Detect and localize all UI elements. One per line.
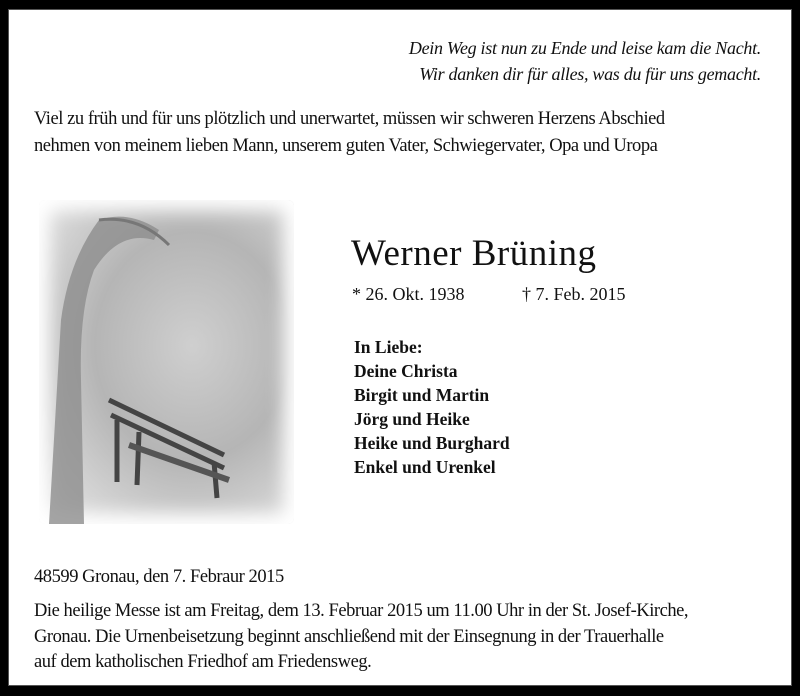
mourner: Birgit und Martin (354, 385, 490, 405)
obituary-notice (8, 9, 792, 686)
place-date: 48599 Gronau, den 7. Febraur 2015 (34, 567, 284, 587)
poem-line-2: Wir danken dir für alles, was du für uns gemacht. (419, 64, 761, 84)
intro-line-2: nehmen von meinem lieben Mann, unserem guten Vater, Schwiegervater, Opa und Uropa (34, 136, 658, 156)
service-line-2: Gronau. Die Urnenbeisetzung beginnt anschließend mit der Einsegnung in der Trauerhalle (34, 627, 664, 647)
mourner: Heike und Burghard (354, 433, 510, 453)
mourner: Enkel und Urenkel (354, 457, 496, 477)
birth-date: * 26. Okt. 1938 (352, 284, 465, 304)
deceased-name: Werner Brüning (351, 233, 597, 274)
mourner: Deine Christa (354, 361, 458, 381)
mourner: Jörg und Heike (354, 409, 470, 429)
death-date: † 7. Feb. 2015 (522, 284, 626, 304)
service-line-3: auf dem katholischen Friedhof am Friedensweg. (34, 652, 372, 672)
intro-line-1: Viel zu früh und für uns plötzlich und unerwartet, müssen wir schweren Herzens Abschied (34, 109, 665, 129)
tree-bench-illustration (39, 200, 294, 524)
mourners-heading: In Liebe: (354, 337, 423, 357)
poem-line-1: Dein Weg ist nun zu Ende und leise kam die Nacht. (408, 38, 761, 58)
service-line-1: Die heilige Messe ist am Freitag, dem 13. Februar 2015 um 11.00 Uhr in der St. Josef-Kirche, (34, 601, 689, 621)
